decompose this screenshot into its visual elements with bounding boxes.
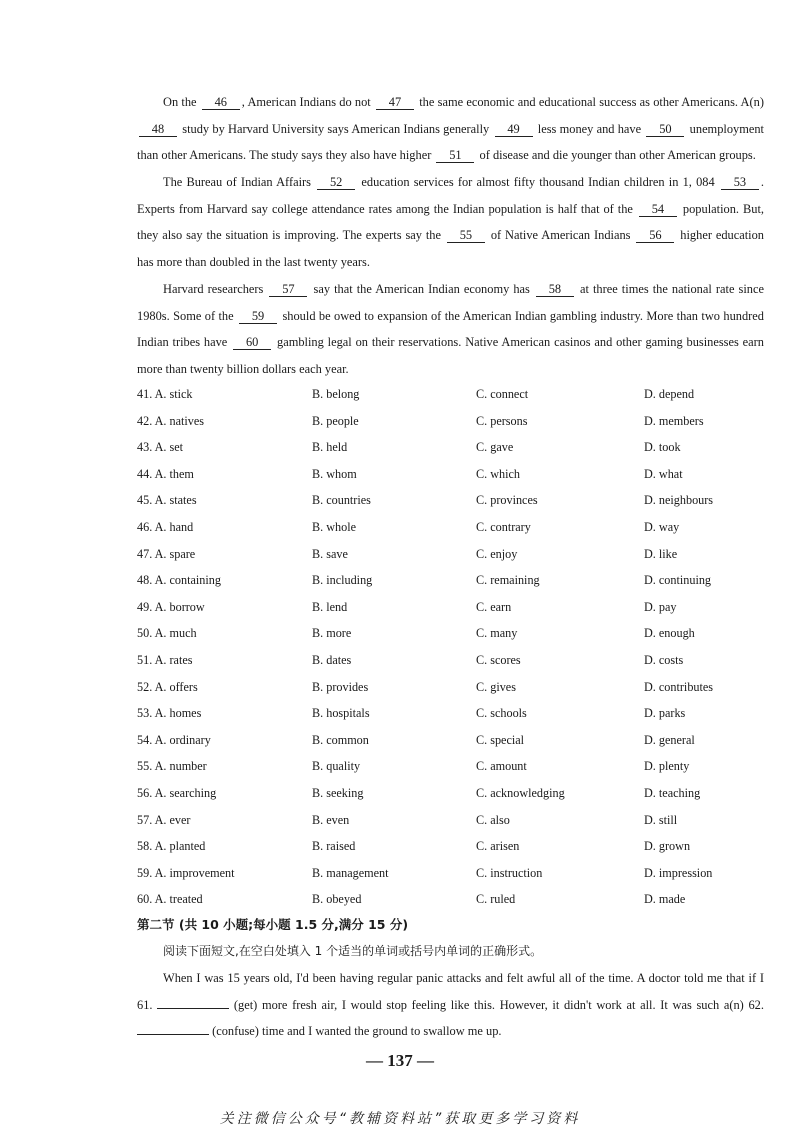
option-d[interactable]: D. grown <box>644 839 691 854</box>
option-row <box>137 620 764 647</box>
option-b[interactable]: B. even <box>312 812 350 827</box>
blank-46: 46 <box>202 95 240 110</box>
option-d[interactable]: D. plenty <box>644 759 690 774</box>
blank-60: 60 <box>233 335 271 350</box>
option-a[interactable]: 45. A. states <box>137 493 197 508</box>
option-a[interactable]: 46. A. hand <box>137 520 194 534</box>
option-b[interactable]: B. dates <box>312 653 352 667</box>
option-c[interactable]: C. many <box>476 626 518 641</box>
option-c[interactable]: C. contrary <box>476 520 531 534</box>
option-row <box>137 434 764 461</box>
blank-58: 58 <box>536 282 574 297</box>
option-d[interactable]: D. pay <box>644 599 677 614</box>
option-a[interactable]: 49. A. borrow <box>137 599 205 614</box>
blank-47: 47 <box>376 95 414 110</box>
option-row <box>137 727 764 754</box>
option-a[interactable]: 44. A. them <box>137 466 194 481</box>
option-d[interactable]: D. made <box>644 892 686 907</box>
option-d[interactable]: D. like <box>644 546 678 561</box>
option-row <box>137 541 764 568</box>
option-b[interactable]: B. raised <box>312 839 356 854</box>
option-row <box>137 594 764 621</box>
option-row <box>137 461 764 488</box>
option-row <box>137 514 764 541</box>
option-b[interactable]: B. seeking <box>312 786 364 800</box>
option-a[interactable]: 52. A. offers <box>137 679 198 694</box>
option-c[interactable]: C. arisen <box>476 839 520 854</box>
blank-57: 57 <box>269 282 307 297</box>
blank-49: 49 <box>495 122 533 137</box>
option-c[interactable]: C. persons <box>476 413 528 428</box>
option-b[interactable]: B. hospitals <box>312 706 370 721</box>
option-a[interactable]: 58. A. planted <box>137 839 206 854</box>
option-c[interactable]: C. scores <box>476 653 521 667</box>
blank-55: 55 <box>447 228 485 243</box>
option-b[interactable]: B. more <box>312 626 352 641</box>
footer-watermark: 关注微信公众号“教辅资料站”获取更多学习资料 <box>219 1111 581 1127</box>
option-row <box>137 647 764 674</box>
option-c[interactable]: C. which <box>476 466 521 481</box>
option-row <box>137 886 764 913</box>
option-c[interactable]: C. connect <box>476 387 529 401</box>
option-d[interactable]: D. took <box>644 440 681 455</box>
option-b[interactable]: B. including <box>312 573 373 588</box>
option-c[interactable]: C. acknowledging <box>476 786 565 800</box>
option-c[interactable]: C. also <box>476 812 510 827</box>
option-d[interactable]: D. still <box>644 812 678 827</box>
option-a[interactable]: 47. A. spare <box>137 546 196 561</box>
option-b[interactable]: B. whom <box>312 466 357 481</box>
option-c[interactable]: C. instruction <box>476 865 543 880</box>
section-2-paragraph: When I was 15 years old, I'd been having regular panic attacks and felt awful all of the time. A doctor told me that if I 61. (get) more fresh air, I would stop feeling like this. However, it didn't work at all. It was such a(n) 62. (confuse) time and I wanted the ground to swallow me up. <box>137 971 764 1039</box>
option-c[interactable]: C. ruled <box>476 892 516 907</box>
option-a[interactable]: 41. A. stick <box>137 387 193 401</box>
option-c[interactable]: C. special <box>476 732 525 747</box>
option-d[interactable]: D. contributes <box>644 679 714 694</box>
option-row <box>137 674 764 701</box>
option-d[interactable]: D. members <box>644 413 704 428</box>
option-d[interactable]: D. teaching <box>644 786 701 800</box>
answer-blank-62[interactable] <box>137 1022 209 1035</box>
page-number: — 137 — <box>366 1051 434 1070</box>
option-b[interactable]: B. quality <box>312 759 361 774</box>
option-b[interactable]: B. management <box>312 865 389 880</box>
question-62-number: 62. <box>748 997 764 1012</box>
option-row <box>137 753 764 780</box>
option-d[interactable]: D. costs <box>644 653 684 667</box>
option-row <box>137 700 764 727</box>
passage-paragraph-3: Harvard researchers 57 say that the American Indian economy has 58 at three times the national rate since 1980s. Some of the 59 should be owed to expansion of the American Indian gambling industry. More than two hundred Indian tribes have 60 gambling legal on their reservations. Native American casinos and other gaming businesses earn more than twenty billion dollars each year. <box>137 282 765 376</box>
passage-paragraph-1: On the 46 , American Indians do not 47 the same economic and educational success as other Americans. A(n) 48 study by Harvard University says American Indians generally 49 less money and have 50 unemployment than other Americans. The study says they also have higher 51 of disease and die younger than other American groups. <box>137 95 765 163</box>
option-c[interactable]: C. amount <box>476 759 527 774</box>
question-61-number: 61. <box>137 997 153 1012</box>
section-2-title: 第二节 (共 10 小题;每小题 1.5 分,满分 15 分) <box>137 917 409 932</box>
option-row <box>137 408 764 435</box>
option-row <box>137 567 764 594</box>
option-c[interactable]: C. provinces <box>476 493 538 508</box>
option-d[interactable]: D. enough <box>644 626 695 641</box>
option-b[interactable]: B. lend <box>312 599 348 614</box>
option-c[interactable]: C. earn <box>476 599 512 614</box>
option-d[interactable]: D. way <box>644 520 680 534</box>
option-c[interactable]: C. enjoy <box>476 546 518 561</box>
option-b[interactable]: B. people <box>312 413 359 428</box>
answer-blank-61[interactable] <box>157 996 229 1009</box>
option-a[interactable]: 56. A. searching <box>137 786 217 800</box>
option-b[interactable]: B. obeyed <box>312 892 362 907</box>
blank-50: 50 <box>646 122 684 137</box>
option-row <box>137 780 764 807</box>
option-a[interactable]: 57. A. ever <box>137 812 191 827</box>
option-b[interactable]: B. belong <box>312 387 360 401</box>
option-a[interactable]: 53. A. homes <box>137 706 202 721</box>
option-a[interactable]: 60. A. treated <box>137 892 203 907</box>
option-d[interactable]: D. parks <box>644 706 686 721</box>
blank-51: 51 <box>436 148 474 163</box>
option-row <box>137 381 764 408</box>
option-row <box>137 833 764 860</box>
option-d[interactable]: D. neighbours <box>644 493 714 508</box>
option-b[interactable]: B. countries <box>312 493 371 508</box>
option-b[interactable]: B. held <box>312 440 348 455</box>
option-a[interactable]: 48. A. containing <box>137 573 221 588</box>
option-b[interactable]: B. provides <box>312 679 369 694</box>
option-b[interactable]: B. save <box>312 546 348 561</box>
option-row <box>137 487 764 514</box>
option-a[interactable]: 42. A. natives <box>137 413 205 428</box>
blank-53: 53 <box>721 175 759 190</box>
passage-paragraph-2: The Bureau of Indian Affairs 52 education services for almost fifty thousand Indian children in 1, 084 53 . Experts from Harvard say college attendance rates among the Indian population is half that of the 54 population. But, they also say the situation is improving. The experts say the 55 of Native American Indians 56 higher education has more than doubled in the last twenty years. <box>137 175 765 269</box>
section-2-instruction: 阅读下面短文,在空白处填入 1 个适当的单词或括号内单词的正确形式。 <box>163 944 543 958</box>
option-a[interactable]: 55. A. number <box>137 759 207 774</box>
option-a[interactable]: 50. A. much <box>137 626 197 641</box>
blank-52: 52 <box>317 175 355 190</box>
blank-48: 48 <box>139 122 177 137</box>
option-d[interactable]: D. continuing <box>644 573 712 588</box>
option-c[interactable]: C. gives <box>476 679 516 694</box>
option-d[interactable]: D. what <box>644 466 683 481</box>
option-a[interactable]: 59. A. improvement <box>137 865 235 880</box>
option-row <box>137 807 764 834</box>
option-c[interactable]: C. remaining <box>476 573 540 588</box>
option-b[interactable]: B. whole <box>312 520 357 534</box>
blank-54: 54 <box>639 202 677 217</box>
option-row <box>137 860 764 887</box>
option-d[interactable]: D. depend <box>644 387 695 401</box>
option-d[interactable]: D. general <box>644 732 695 747</box>
option-a[interactable]: 54. A. ordinary <box>137 732 211 747</box>
blank-56: 56 <box>636 228 674 243</box>
option-c[interactable]: C. gave <box>476 440 514 455</box>
blank-59: 59 <box>239 309 277 324</box>
option-b[interactable]: B. common <box>312 732 369 747</box>
option-d[interactable]: D. impression <box>644 865 713 880</box>
option-a[interactable]: 43. A. set <box>137 440 184 455</box>
option-c[interactable]: C. schools <box>476 706 527 721</box>
option-a[interactable]: 51. A. rates <box>137 653 193 667</box>
